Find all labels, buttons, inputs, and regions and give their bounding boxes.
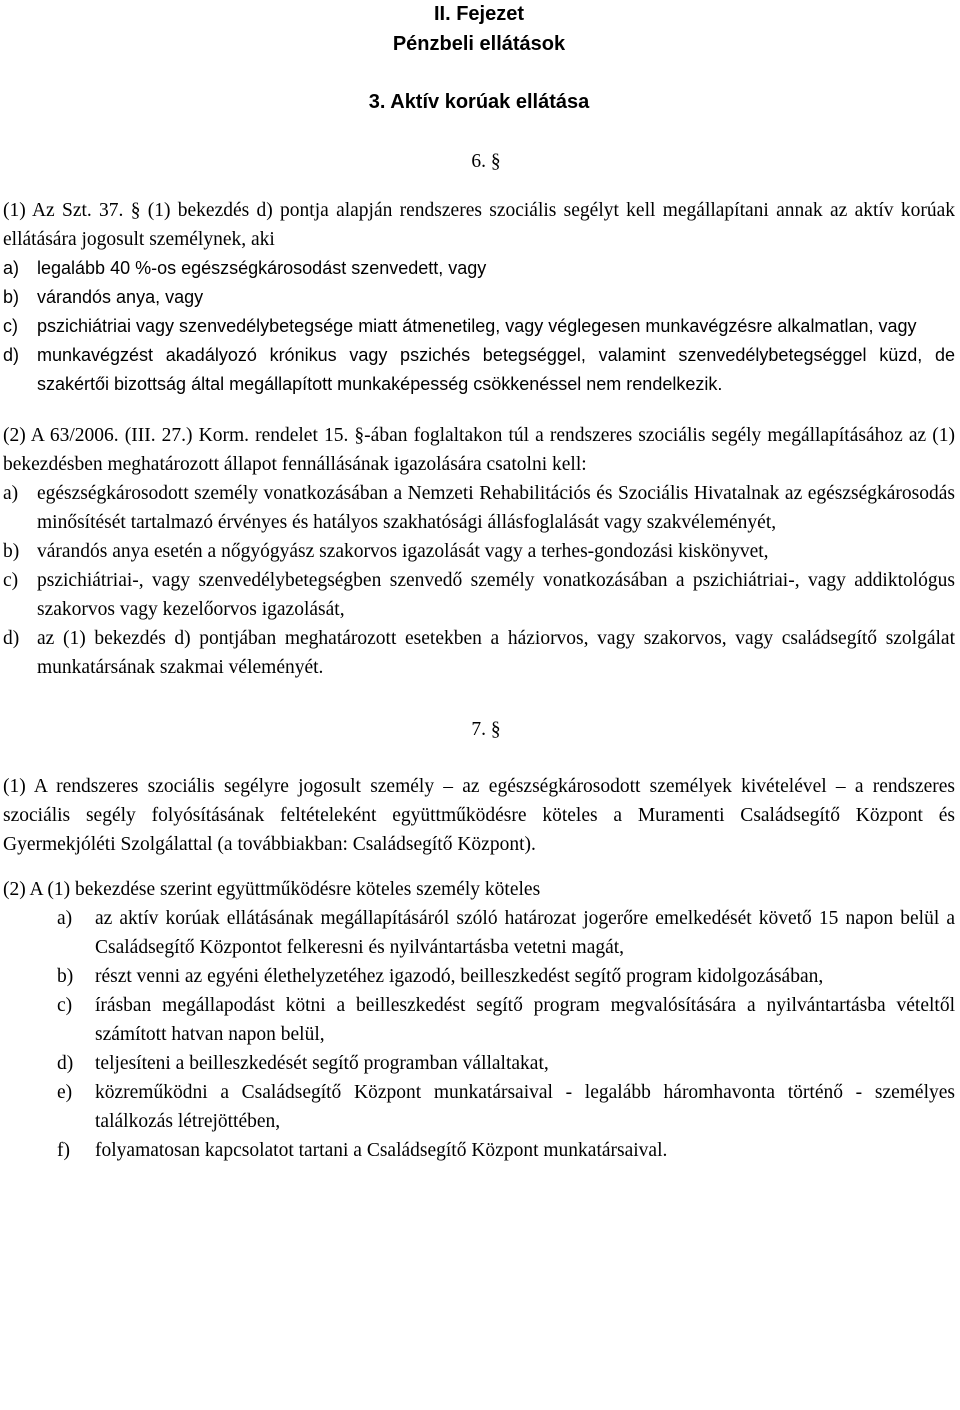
paragraph-7-section-2-list	[3, 904, 955, 1165]
list-item-text: munkavégzést akadályozó krónikus vagy pszichés betegséggel, valamint szenvedélybetegséggel küzd, de szakértői bizottság által megállapított munkaképesség csökkenéssel nem rendelkezik.	[37, 345, 955, 394]
paragraph-6-number: 6. §	[471, 151, 501, 172]
list-item-label: b)	[3, 287, 20, 307]
list-item-label: a)	[57, 908, 73, 929]
list-item-text: írásban megállapodást kötni a beilleszkedést segítő program megvalósítására a nyilvántartásba vételtől számított hatvan napon belül,	[95, 995, 955, 1045]
list-item	[57, 904, 955, 962]
list-item-label: d)	[57, 1053, 74, 1074]
list-item	[3, 254, 955, 283]
list-item-text: várandós anya esetén a nőgyógyász szakorvos igazolását vagy a terhes-gondozási kiskönyvet,	[37, 541, 769, 562]
list-item-label: d)	[3, 345, 20, 365]
document-page	[3, 0, 955, 1165]
list-item-text: folyamatosan kapcsolatot tartani a Családsegítő Központ munkatársaival.	[95, 1140, 668, 1161]
chapter-title: Pénzbeli ellátások	[392, 33, 566, 55]
list-item	[3, 283, 955, 312]
list-item-label: d)	[3, 628, 20, 649]
paragraph-6-section-2-intro: (2) A 63/2006. (III. 27.) Korm. rendelet 15. §-ában foglaltakon túl a rendszeres szociális segély megállapításához az (1) bekezdésben meghatározott állapot fennállásának igazolására csatolni kell:	[3, 425, 955, 475]
list-item-text: közreműködni a Családsegítő Központ munkatársaival - legalább háromhavonta történő - személyes találkozás létrejöttében,	[95, 1082, 955, 1132]
list-item-label: b)	[57, 966, 74, 987]
list-item-label: a)	[3, 258, 20, 278]
list-item-text: az aktív korúak ellátásának megállapításáról szóló határozat jogerőre emelkedését követő 15 napon belül a Családsegítő Központot felkeresni és nyilvántartásba vetetni magát,	[95, 908, 955, 958]
list-item	[57, 1049, 955, 1078]
list-item	[57, 1078, 955, 1136]
list-item-text: pszichiátriai-, vagy szenvedélybetegségben szenvedő személy vonatkozásában a pszichiátriai-, vagy addiktológus szakorvos vagy kezelőorvos igazolását,	[37, 570, 955, 620]
list-item-text: legalább 40 %-os egészségkárosodást szenvedett, vagy	[37, 258, 487, 278]
list-item-text: pszichiátriai vagy szenvedélybetegsége miatt átmenetileg, vagy véglegesen munkavégzésre alkalmatlan, vagy	[37, 316, 917, 336]
paragraph-6-section-1-list	[3, 254, 955, 399]
list-item-text: részt venni az egyéni élethelyzetéhez igazodó, beilleszkedést segítő program kidolgozásában,	[95, 966, 824, 987]
list-item	[3, 566, 955, 624]
list-item-label: b)	[3, 541, 20, 562]
list-item	[57, 1136, 955, 1165]
list-item-label: e)	[57, 1082, 73, 1103]
list-item	[3, 624, 955, 682]
list-item	[57, 962, 955, 991]
list-item-label: c)	[3, 316, 18, 336]
list-item	[3, 312, 955, 341]
list-item	[3, 479, 955, 537]
list-item	[3, 341, 955, 399]
paragraph-6-section-1-intro: (1) Az Szt. 37. § (1) bekezdés d) pontja alapján rendszeres szociális segélyt kell megállapítani annak az aktív korúak ellátására jogosult személynek, aki	[3, 200, 955, 250]
list-item-label: f)	[57, 1140, 70, 1161]
list-item-label: c)	[57, 995, 73, 1016]
list-item-text: egészségkárosodott személy vonatkozásában a Nemzeti Rehabilitációs és Szociális Hivatalnak az egészségkárosodás minősítését tartalmazó érvényes és hatályos szakhatósági állásfoglalását vagy szakvéleményét,	[37, 483, 955, 533]
paragraph-7-number: 7. §	[471, 719, 501, 740]
paragraph-6-section-2-list	[3, 479, 955, 682]
list-item	[57, 991, 955, 1049]
list-item-label: c)	[3, 570, 19, 591]
list-item-label: a)	[3, 483, 19, 504]
list-item-text: teljesíteni a beilleszkedését segítő programban vállaltakat,	[95, 1053, 549, 1074]
paragraph-7-section-1: (1) A rendszeres szociális segélyre jogosult személy – az egészségkárosodott személyek kivételével – a rendszeres szociális segély folyósításának feltételeként együttműködésre köteles a Muramenti Családsegítő Központ és Gyermekjóléti Szolgálattal (a továbbiakban: Családsegítő Központ).	[3, 776, 955, 855]
list-item-text: az (1) bekezdés d) pontjában meghatározott esetekben a háziorvos, vagy szakorvos, vagy családsegítő szolgálat munkatársának szakmai véleményét.	[37, 628, 955, 678]
chapter-heading: II. Fejezet	[433, 3, 525, 25]
paragraph-7-section-2-intro: (2) A (1) bekezdése szerint együttműködésre köteles személy köteles	[3, 879, 541, 900]
list-item	[3, 537, 955, 566]
list-item-text: várandós anya, vagy	[37, 287, 204, 307]
section-title: 3. Aktív korúak ellátása	[368, 91, 590, 113]
